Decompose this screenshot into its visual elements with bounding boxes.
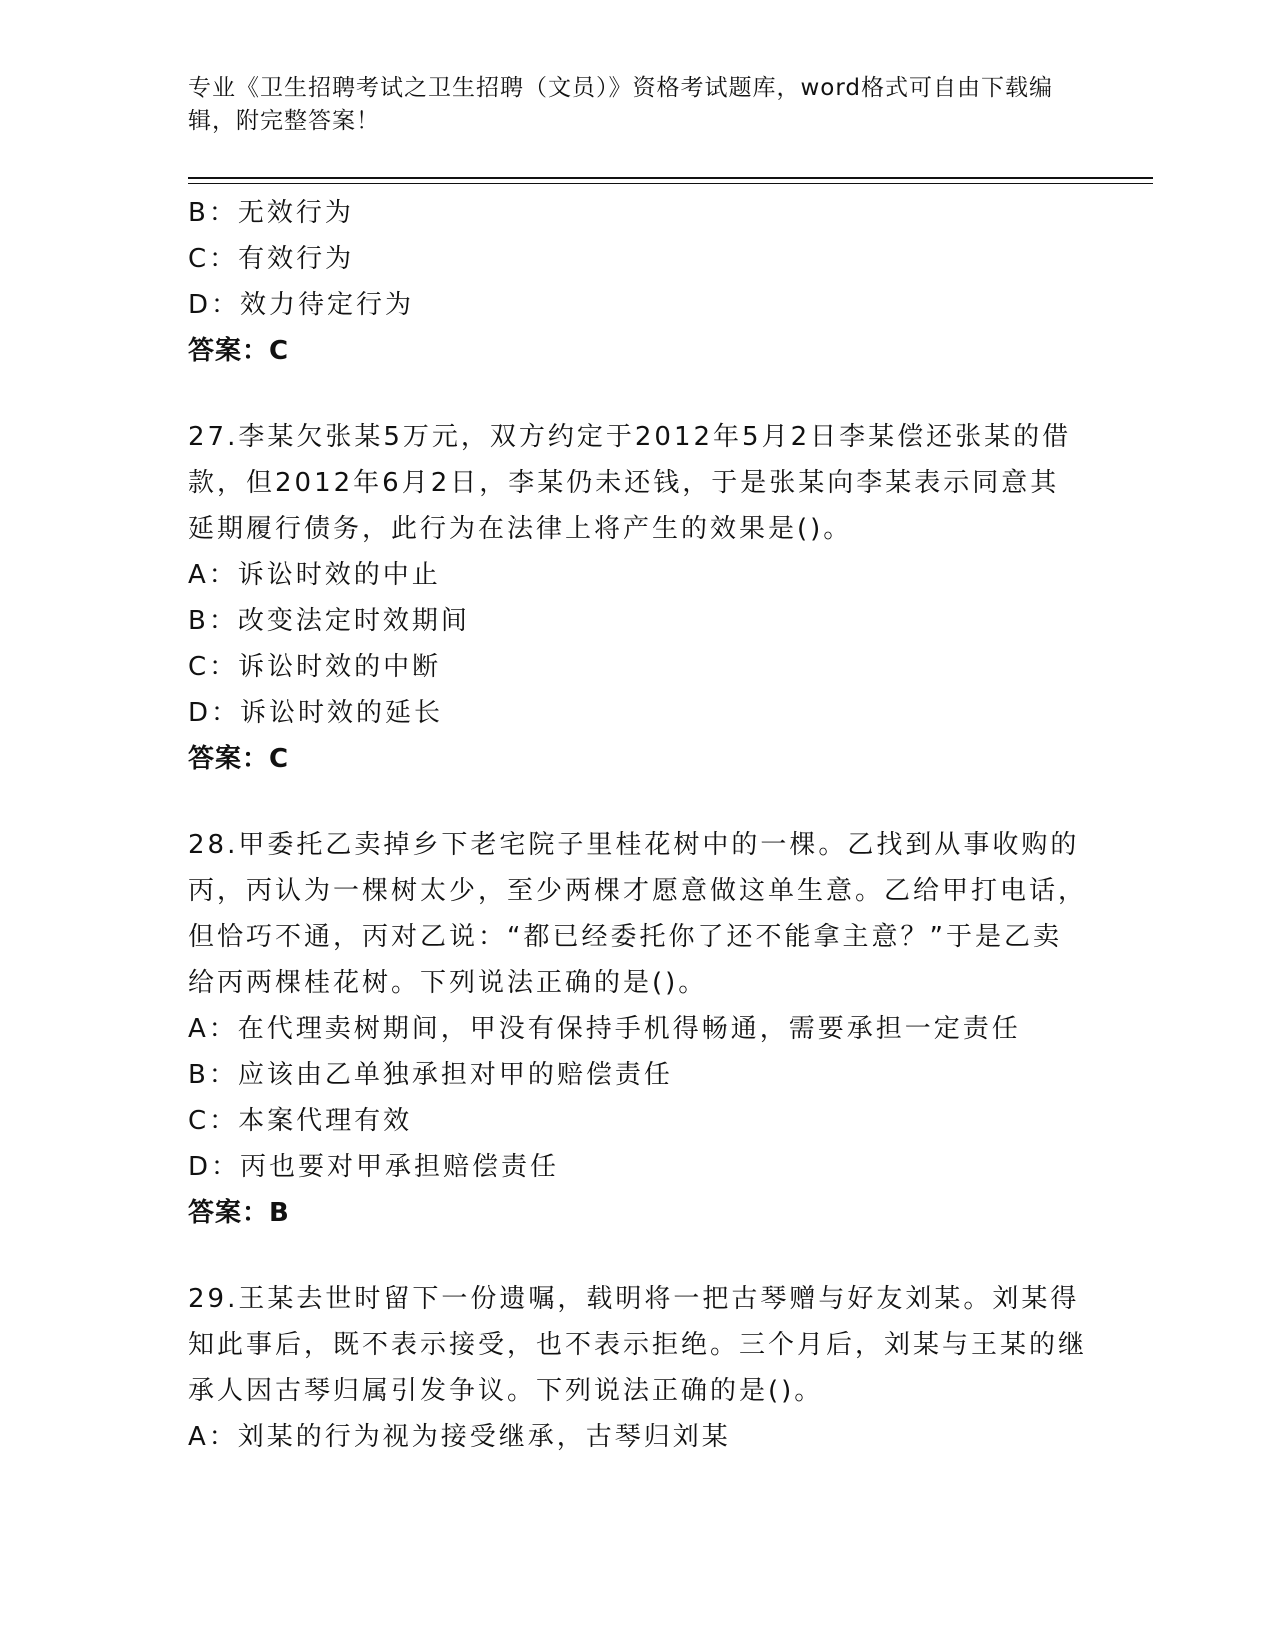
question-27 (188, 414, 1108, 782)
option-b: B：应该由乙单独承担对甲的赔偿责任 (188, 1060, 673, 1090)
header-divider-thick (188, 177, 1153, 179)
option-c: C：本案代理有效 (188, 1106, 413, 1136)
question-content (188, 190, 1108, 1460)
option-c: C：有效行为 (188, 244, 355, 274)
option-a: A：在代理卖树期间，甲没有保持手机得畅通，需要承担一定责任 (188, 1014, 1021, 1044)
answer: 答案：B (188, 1198, 290, 1228)
option-d: D：丙也要对甲承担赔偿责任 (188, 1152, 560, 1182)
spacer (188, 1236, 1108, 1276)
question-29 (188, 1276, 1108, 1460)
option-d: D：诉讼时效的延长 (188, 698, 444, 728)
answer: 答案：C (188, 744, 290, 774)
option-a: A：刘某的行为视为接受继承，古琴归刘某 (188, 1422, 731, 1452)
option-a: A：诉讼时效的中止 (188, 560, 441, 590)
question-stem: 28.甲委托乙卖掉乡下老宅院子里桂花树中的一棵。乙找到从事收购的丙，丙认为一棵树太少，至少两棵才愿意做这单生意。乙给甲打电话，但恰巧不通，丙对乙说：“都已经委托你了还不能拿主意？”于是乙卖给丙两棵桂花树。下列说法正确的是()。 (188, 830, 1088, 998)
question-28 (188, 822, 1108, 1236)
spacer (188, 782, 1108, 822)
option-c: C：诉讼时效的中断 (188, 652, 442, 682)
header-divider-thin (188, 183, 1153, 184)
page-header: 专业《卫生招聘考试之卫生招聘（文员）》资格考试题库，word格式可自由下载编辑，附完整答案！ (188, 75, 1054, 134)
option-b: B：改变法定时效期间 (188, 606, 470, 636)
answer: 答案：C (188, 336, 290, 366)
question-stem: 27.李某欠张某5万元，双方约定于2012年5月2日李某偿还张某的借款，但2012年6月2日，李某仍未还钱，于是张某向李某表示同意其延期履行债务，此行为在法律上将产生的效果是()。 (188, 422, 1072, 544)
spacer (188, 374, 1108, 414)
question-stem: 29.王某去世时留下一份遗嘱，载明将一把古琴赠与好友刘某。刘某得知此事后，既不表示接受，也不表示拒绝。三个月后，刘某与王某的继承人因古琴归属引发争议。下列说法正确的是()。 (188, 1284, 1088, 1406)
option-b: B：无效行为 (188, 198, 354, 228)
option-d: D：效力待定行为 (188, 290, 415, 320)
previous-question-block (188, 190, 1108, 374)
